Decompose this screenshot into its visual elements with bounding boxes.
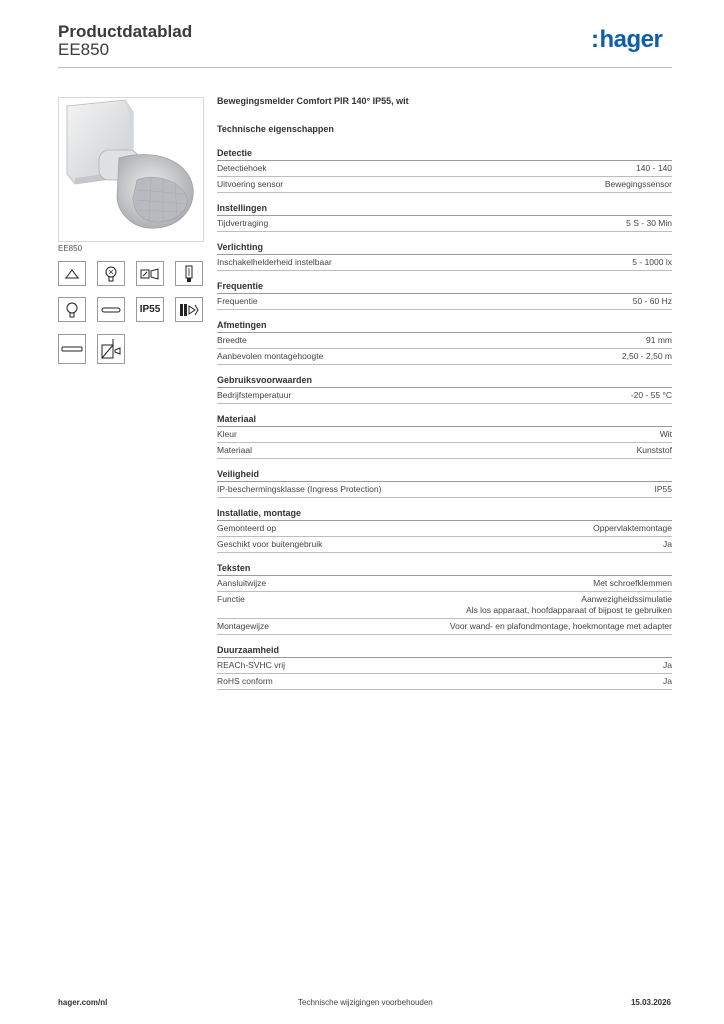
spec-value-line: -20 - 55 °C (630, 390, 672, 400)
spec-row (217, 333, 672, 349)
led-driver-icon (175, 297, 203, 322)
spec-row (217, 674, 672, 690)
section-title: Afmetingen (217, 320, 672, 333)
image-caption: EE850 (58, 244, 83, 253)
spec-section (217, 645, 672, 690)
section-title: Veiligheid (217, 469, 672, 482)
spec-label: Gemonteerd op (217, 523, 277, 533)
spec-label: Frequentie (217, 296, 258, 306)
ip55-badge (136, 297, 164, 322)
spec-value-line: Ja (663, 676, 672, 686)
spec-label: Aansluitwijze (217, 578, 267, 588)
spec-row (217, 619, 672, 635)
bulb-icon (58, 297, 86, 322)
spec-label: Aanbevolen montagehoogte (217, 351, 324, 361)
section-title: Detectie (217, 148, 672, 161)
spec-section (217, 281, 672, 310)
section-title: Installatie, montage (217, 508, 672, 521)
logo-text: hager (599, 26, 663, 53)
spec-value-line: 5 S - 30 Min (626, 218, 672, 228)
ip55-text: IP55 (139, 304, 161, 315)
spec-value-line: Bewegingssensor (604, 179, 672, 189)
hager-logo: :hager (591, 26, 663, 53)
spec-label: Geschikt voor buitengebruik (217, 539, 323, 549)
spec-label: Montagewijze (217, 621, 269, 631)
section-title: Frequentie (217, 281, 672, 294)
spec-label: IP-beschermingsklasse (Ingress Protection) (217, 484, 382, 494)
spec-value (450, 621, 672, 632)
product-image (58, 97, 204, 242)
spec-value (631, 390, 672, 401)
spec-section (217, 414, 672, 459)
spec-row (217, 388, 672, 404)
spec-section (217, 563, 672, 635)
spec-value (660, 429, 672, 440)
linear-lamp-icon (58, 334, 86, 364)
spec-value (663, 676, 672, 687)
spec-row (217, 537, 672, 553)
spec-value-line: 140 - 140 (636, 163, 672, 173)
spec-value-line: 91 mm (646, 335, 672, 345)
spec-row (217, 658, 672, 674)
spec-value-line: Met schroefklemmen (593, 578, 672, 588)
spec-section (217, 203, 672, 232)
section-title: Instellingen (217, 203, 672, 216)
section-title: Verlichting (217, 242, 672, 255)
lamp-bulb-icon (97, 261, 125, 286)
tech-properties-title: Technische eigenschappen (217, 124, 334, 134)
spec-value (466, 594, 672, 616)
spec-content (217, 96, 672, 700)
spec-value-line: Oppervlaktemontage (593, 523, 672, 533)
tube-lamp-icon (175, 261, 203, 286)
spec-value-line: 5 - 1000 lx (632, 257, 672, 267)
spec-value (655, 484, 673, 495)
spec-value-line: Ja (663, 539, 672, 549)
spec-row (217, 294, 672, 310)
spec-row (217, 349, 672, 365)
spec-label: Breedte (217, 335, 247, 345)
spec-value-line: Wit (659, 429, 672, 439)
spec-value-line: 50 - 60 Hz (632, 296, 672, 306)
spec-label: REACh-SVHC vrij (217, 660, 286, 670)
spec-section (217, 148, 672, 193)
spec-label: Detectiehoek (217, 163, 267, 173)
spec-section (217, 320, 672, 365)
spec-value-line: Voor wand- en plafondmontage, hoekmontage met adapter (449, 621, 672, 631)
footer-date: 15.03.2026 (630, 998, 671, 1007)
spec-section (217, 242, 672, 271)
spec-value (593, 523, 672, 534)
spec-row (217, 576, 672, 592)
header-divider (58, 67, 672, 68)
spec-value (632, 257, 672, 268)
spec-label: Kleur (217, 429, 237, 439)
spec-value-line: Aanwezigheidssimulatie (581, 594, 672, 604)
spec-row (217, 255, 672, 271)
product-name: Bewegingsmelder Comfort PIR 140° IP55, wit (217, 96, 409, 106)
spec-value-line: Als los apparaat, hoofdapparaat of bijpost te gebruiken (465, 605, 672, 615)
spec-value (626, 218, 672, 229)
spec-value-line: Ja (663, 660, 672, 670)
spec-value (663, 660, 672, 671)
spec-row (217, 521, 672, 537)
spec-value (622, 351, 672, 362)
spec-value (593, 578, 672, 589)
section-title: Gebruiksvoorwaarden (217, 375, 672, 388)
spec-label: Uitvoering sensor (217, 179, 284, 189)
spec-value (633, 296, 672, 307)
spec-section (217, 469, 672, 498)
footer-disclaimer: Technische wijzigingen voorbehouden (298, 998, 433, 1007)
spec-row (217, 177, 672, 193)
spec-label: Bedrijfstemperatuur (217, 390, 292, 400)
section-title: Duurzaamheid (217, 645, 672, 658)
section-title: Materiaal (217, 414, 672, 427)
motion-detector-image (59, 98, 203, 241)
spec-value (605, 179, 672, 190)
footer-website: hager.com/nl (58, 998, 108, 1007)
spec-label: Materiaal (217, 445, 252, 455)
spec-label: Inschakelhelderheid instelbaar (217, 257, 332, 267)
fluorescent-tube-icon (97, 297, 125, 322)
spec-row (217, 592, 672, 619)
spec-value (636, 163, 672, 174)
spec-value (637, 445, 672, 456)
spec-section (217, 375, 672, 404)
spec-section (217, 508, 672, 553)
spec-value-line: 2,50 - 2,50 m (621, 351, 672, 361)
wall-sensor-icon (97, 334, 125, 364)
section-title: Teksten (217, 563, 672, 576)
spec-label: RoHS conform (217, 676, 273, 686)
spec-value-line: Kunststof (636, 445, 672, 455)
page-title: Productdatablad (58, 22, 193, 41)
spec-value (663, 539, 672, 550)
spec-row (217, 216, 672, 232)
motion-sensor-icon (136, 261, 164, 286)
page-subtitle: EE850 (58, 40, 110, 59)
spec-sections (217, 148, 672, 690)
spec-value-line: IP55 (654, 484, 672, 494)
spec-value (646, 335, 672, 346)
spec-row (217, 443, 672, 459)
ceiling-mount-icon (58, 261, 86, 286)
spec-row (217, 161, 672, 177)
spec-label: Tijdvertraging (217, 218, 269, 228)
spec-row (217, 482, 672, 498)
spec-row (217, 427, 672, 443)
spec-label: Functie (217, 594, 245, 604)
